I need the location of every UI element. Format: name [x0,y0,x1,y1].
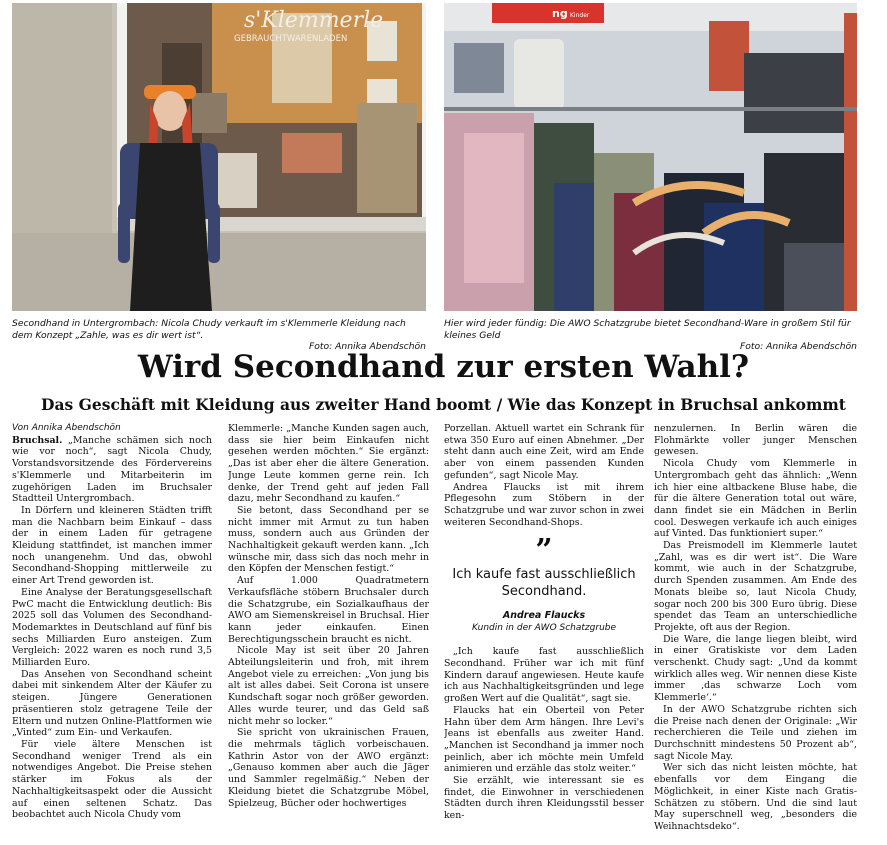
store-banner-small: Kinder [570,12,590,19]
shop-sign-subtitle: GEBRAUCHTWARENLADEN [234,34,348,44]
paragraph: Das Preismodell im Klemmerle lautet „Zahl, was es dir wert ist“. Die Ware kommt, wie auch in der Schatzgrube, durch Spenden zusammen. Am Ende des Monats bleibe so, laut Nicola Chudy, sogar noch 200 bis 300 Euro übrig. Diese spendet das Team an unterschiedliche Projekte, oft aus der Region. [654,540,857,633]
paragraph: Wer sich das nicht leisten möchte, hat ebenfalls vor dem Eingang die Möglichkeit, in einer Kiste nach Gratis-Schätzen zu stöbern. Und die sind laut May superschnell weg, „besonders die Weihnachtsdeko“. [654,762,857,832]
paragraph: In der AWO Schatzgrube richten sich die Preise nach denen der Originale: „Wir recherchieren die Teile und ziehen im Durchschnitt mindestens 50 Prozent ab“, sagt Nicole May. [654,703,857,762]
article-headline: Wird Secondhand zur ersten Wahl? [137,349,750,385]
paragraph: Klemmerle: „Manche Kunden sagen auch, dass sie hier beim Einkaufen nicht gesehen werden möchten.“ Sie ergänzt: „Das ist aber eher die ältere Generation. Junge Leute kommen gerne rein. Ich denke, der Trend geht auf jeden Fall dazu, mehr Secondhand zu kaufen.“ [228,423,429,505]
pull-quote-role: Kundin in der AWO Schatzgrube [471,623,617,634]
pull-quote [444,533,644,634]
article-column-1 [12,423,212,845]
paragraph: Sie spricht von ukrainischen Frauen, die mehrmals täglich vorbeischauen. Kathrin Astor von der AWO ergänzt: „Genauso kommen aber auch die Jäger und Sammler regelmäßig.“ Neben der Kleidung bietet die Schatzgrube Möbel, Spielzeug, Bücher oder hochwertiges [228,727,429,809]
paragraph [12,435,212,505]
paragraph: Auf 1.000 Quadratmetern Verkaufsfläche stöbern Bruchsaler durch die Schatzgrube, ein Sozialkaufhaus der AWO am Siemenskreisel in Bruchsal. Hier kann jeder einkaufen. Einen Berechtigungsschein braucht es nicht. [228,575,429,645]
photo-secondhand-untergrombach [12,3,426,311]
caption-left-credit: Foto: Annika Abendschön [308,341,426,352]
paragraph: Porzellan. Aktuell wartet ein Schrank für etwa 350 Euro auf einen Abnehmer. „Der steht dann auch eine Zeit, wird am Ende aber von einem passenden Kunden gefunden“, sagt Nicole May. [444,423,644,481]
paragraph: Sie betont, dass Secondhand per se nicht immer mit Armut zu tun haben muss, sondern auch aus Gründen der Nachhaltigkeit gekauft werden kann. „Ich wünsche mir, dass sich das noch mehr in den Köpfen der Menschen festigt.“ [228,504,429,575]
caption-left-text: Secondhand in Untergrombach: Nicola Chudy verkauft im s'Klemmerle Kleidung nach dem Konzept „Zahle, was es dir wert ist“. [12,318,406,341]
caption-right-text: Hier wird jeder fündig: Die AWO Schatzgrube bietet Secondhand-Ware in großem Stil für kleines Geld [444,318,851,341]
paragraph: Die Ware, die lange liegen bleibt, wird in einer Gratiskiste vor dem Laden verschenkt. Chudy sagt: „Und da kommt wirklich alles weg. Wir nennen diese Kiste immer ‚das schwarze Loch vom Klemmerle‘.“ [654,633,857,704]
article-column-3 [444,423,644,845]
paragraph: In Dörfern und kleineren Städten trifft man die Nachbarn beim Einkauf – dass der in einem Laden für getragene Kleidung stattfindet, ist manchen immer noch unangenehm. Und das, obwohl Secondhand-Shopping mittlerweile zu einer Art Trend geworden ist. [12,504,212,587]
paragraph: nenzulernen. In Berlin wären die Flohmärkte voller junger Menschen gewesen. [654,423,857,458]
article-column-4 [654,423,857,845]
photo-right-illustration [444,3,857,311]
paragraph: Nicole May ist seit über 20 Jahren Abteilungsleiterin und froh, mit ihrem Angebot viele zu erreichen: „Von jung bis alt ist alles dabei. Seit Corona ist unsere Kundschaft sogar noch größer geworden. Alles wurde teurer, und das Geld saß nicht mehr so locker.“ [228,645,429,727]
photo-left-illustration [12,3,426,311]
byline: Von Annika Abendschön [12,423,121,433]
shop-sign-name: s'Klemmerle [244,8,384,33]
quote-mark-icon: ” [535,533,553,569]
paragraph: „Ich kaufe fast ausschließlich Secondhand. Früher war ich mit fünf Kindern darauf angewiesen. Heute kaufe ich aus Nachhaltigkeitsgründen und lege großen Wert auf die Qualität“, sagt sie. [444,646,644,705]
article-subheadline: Das Geschäft mit Kleidung aus zweiter Hand boomt / Wie das Konzept in Bruchsal ankommt [41,395,846,414]
pull-quote-text: Ich kaufe fast ausschließlich Secondhand. [452,567,636,600]
paragraph: Das Ansehen von Secondhand scheint dabei mit sinkendem Alter der Käufer zu steigen. Jüngere Generationen präsentieren stolz getragene Teile der Eltern und nutzen Online-Plattformen wie „Vinted“ zum Ein- und Verkaufen. [12,668,212,739]
caption-right-credit: Foto: Annika Abendschön [739,341,857,352]
paragraph-text: „Manche schämen sich noch wie vor noch“, sagt Nicola Chudy, Vorstandsvorsitzende des Fördervereins s'Klemmerle und Mitarbeiterin im zugehörigen Laden im Bruchsaler Stadtteil Untergrombach. [12,434,212,505]
paragraph: Sie erzählt, wie interessant sie es findet, die Einwohner in verschiedenen Städten durch ihren Kleidungsstil besser ken- [444,775,644,822]
paragraph: Für viele ältere Menschen ist Secondhand weniger Trend als ein notwendiges Angebot. Die Preise stehen stärker im Fokus als der Nachhaltigkeitsaspekt oder die Aussicht auf einen seltenen Schatz. Das beobachtet auch Nicola Chudy vom [12,738,212,821]
dateline: Bruchsal. [12,434,63,446]
article-column-2 [228,423,429,845]
paragraph: Nicola Chudy vom Klemmerle in Untergrombach geht das ähnlich: „Wenn ich hier eine altbackene Bluse habe, die für die ältere Generation total out wäre, dann findet sie ein Mädchen in Berlin cool. Deswegen verkaufe ich auch einiges auf Vinted. Das funktioniert super.“ [654,458,857,540]
paragraph: Flaucks hat ein Oberteil von Peter Hahn über dem Arm hängen. Ihre Levi's Jeans ist ebenfalls aus zweiter Hand. „Manchen ist Secondhand ja immer noch peinlich, aber ich möchte mein Umfeld animieren und erzähle das stolz weiter.“ [444,704,644,775]
paragraph: Eine Analyse der Beratungsgesellschaft PwC macht die Entwicklung deutlich: Bis 2025 soll das Volumen des Secondhand-Modemarktes in Deutschland auf fünf bis sechs Milliarden Euro ansteigen. Zum Vergleich: 2022 waren es noch rund 3,5 Milliarden Euro. [12,586,212,669]
paragraph: Andrea Flaucks ist mit ihrem Pflegesohn zum Stöbern in der Schatzgrube und war zuvor schon in zwei weiteren Secondhand-Shops. [444,481,644,528]
photo-awo-schatzgrube [444,3,857,311]
store-banner-text: ng [552,7,568,20]
pull-quote-author: Andrea Flaucks [502,610,586,622]
